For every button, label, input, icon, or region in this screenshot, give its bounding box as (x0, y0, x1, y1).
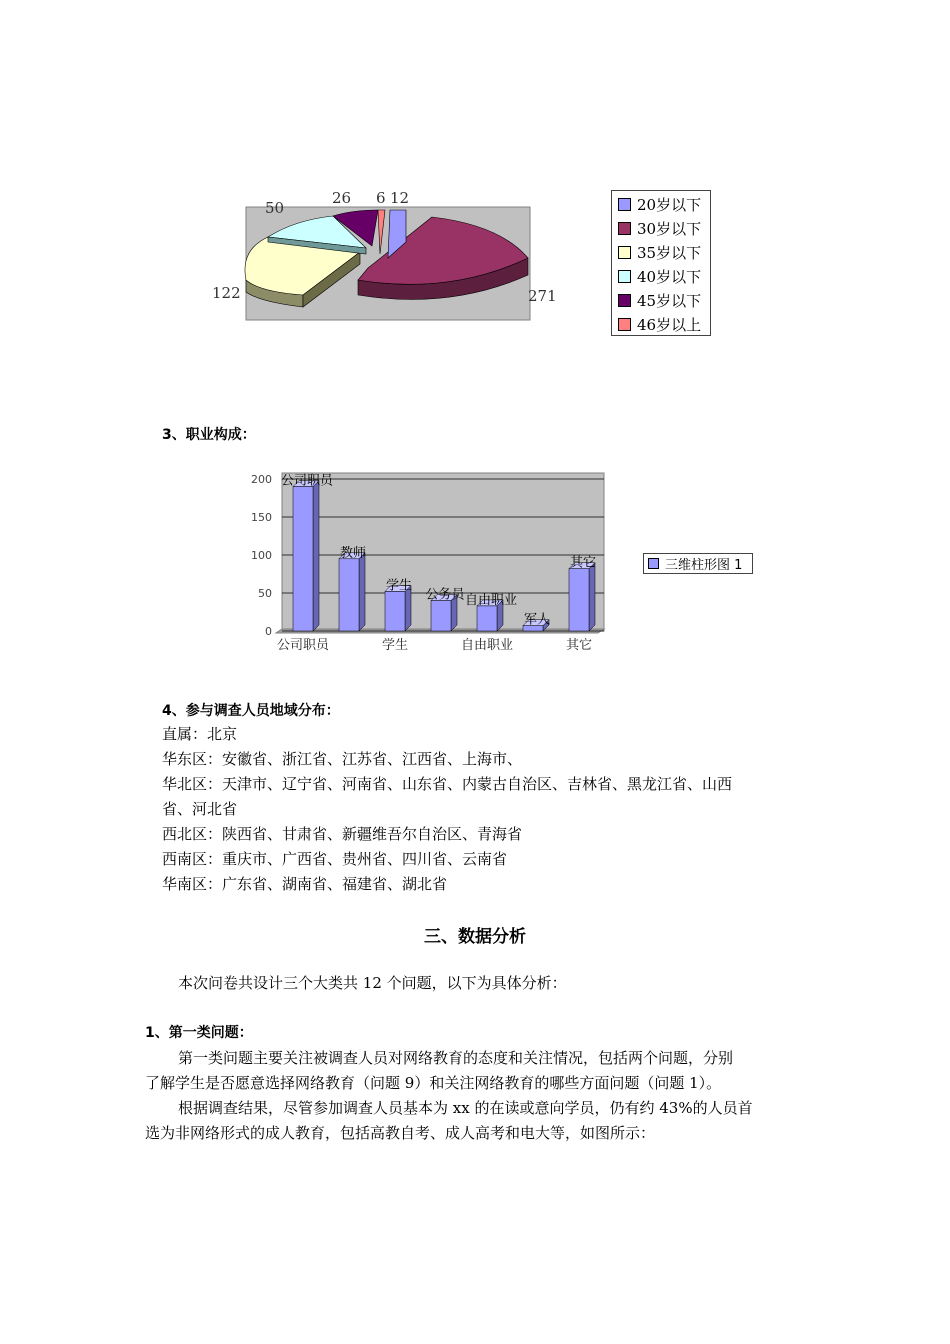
pie-legend-label: 20岁以下 (637, 195, 702, 214)
pie-legend-label: 46岁以上 (637, 315, 702, 334)
pie-label-30: 271 (528, 287, 557, 305)
pie-label-45: 26 (332, 189, 352, 207)
pie-label-40: 50 (265, 199, 285, 217)
legend-swatch (618, 294, 631, 307)
bar (293, 487, 313, 631)
pie-legend-label: 40岁以下 (637, 267, 702, 286)
bar-data-label: 公司职员 (280, 473, 334, 489)
pie-legend-item (612, 312, 710, 336)
section-heading-regions: 4、参与调查人员地域分布： (162, 703, 340, 719)
section-heading-occupation: 3、职业构成： (162, 427, 256, 443)
bar-side (589, 563, 595, 631)
bar-legend (643, 553, 753, 574)
pie-legend-item (612, 240, 710, 264)
occupation-bar-chart (240, 462, 620, 662)
legend-swatch (618, 246, 631, 259)
pie-label-20: 12 (390, 189, 410, 207)
paragraph-2 (145, 1096, 825, 1146)
pie-label-46: 6 (376, 189, 386, 207)
bar (431, 601, 451, 631)
part-title: 三、数据分析 (424, 927, 526, 947)
bar-data-label: 学生 (385, 578, 413, 594)
paragraph-1 (145, 1046, 825, 1096)
pie-legend-label: 45岁以下 (637, 291, 702, 310)
region-line: 西北区：陕西省、甘肃省、新疆维吾尔自治区、青海省 (162, 825, 523, 843)
bar (477, 606, 497, 631)
bar-data-label: 公务员 (425, 587, 465, 603)
age-pie-chart (200, 180, 570, 330)
x-tick-label: 公司职员 (276, 638, 330, 653)
pie-legend-item (612, 192, 710, 216)
pie-legend-item (612, 288, 710, 312)
region-line: 西南区：重庆市、广西省、贵州省、四川省、云南省 (162, 850, 508, 868)
paragraph-line: 选为非网络形式的成人教育，包括高教自考、成人高考和电大等，如图所示： (145, 1124, 656, 1142)
pie-legend-item (612, 216, 710, 240)
bar (569, 569, 589, 631)
intro-paragraph: 本次问卷共设计三个大类共 12 个问题，以下为具体分析： (178, 974, 567, 992)
pie-label-35: 122 (212, 284, 241, 302)
region-line: 华东区：安徽省、浙江省、江苏省、江西省、上海市、 (162, 750, 523, 768)
pie-legend-label: 30岁以下 (637, 219, 702, 238)
region-line: 华南区：广东省、湖南省、福建省、湖北省 (162, 875, 448, 893)
paragraph-line: 根据调查结果，尽管参加调查人员基本为 xx 的在读或意向学员，仍有约 43%的人员首 (178, 1099, 753, 1117)
bar-legend-item (644, 554, 752, 573)
region-list (162, 722, 812, 897)
pie-legend (611, 190, 711, 336)
bar-side (313, 481, 319, 631)
bar-side (359, 553, 365, 631)
region-line: 直属：北京 (162, 725, 238, 743)
pie-legend-item (612, 264, 710, 288)
bar-data-label: 其它 (569, 555, 597, 571)
legend-swatch (618, 318, 631, 331)
x-tick-label: 其它 (565, 638, 593, 653)
y-tick-label: 50 (258, 587, 272, 600)
paragraph-line: 第一类问题主要关注被调查人员对网络教育的态度和关注情况，包括两个问题，分别 (178, 1049, 734, 1067)
x-tick-label: 学生 (381, 638, 409, 653)
legend-swatch (618, 222, 631, 235)
y-tick-label: 150 (251, 511, 272, 524)
legend-swatch (618, 198, 631, 211)
y-tick-label: 0 (265, 625, 272, 638)
y-tick-label: 200 (251, 473, 272, 486)
y-tick-label: 100 (251, 549, 272, 562)
legend-swatch (618, 270, 631, 283)
bar-data-label: 教师 (339, 545, 367, 561)
bar-data-label: 军人 (523, 612, 551, 628)
pie-legend-label: 35岁以下 (637, 243, 702, 262)
bar (385, 591, 405, 631)
region-line: 华北区：天津市、辽宁省、河南省、山东省、内蒙古自治区、吉林省、黑龙江省、山西 (162, 775, 733, 793)
bar-data-label: 自由职业 (464, 592, 518, 608)
region-line: 省、河北省 (162, 800, 238, 818)
x-tick-label: 自由职业 (460, 638, 514, 653)
bar (339, 559, 359, 631)
legend-swatch (648, 558, 659, 569)
q1-heading: 1、第一类问题： (145, 1025, 253, 1041)
paragraph-line: 了解学生是否愿意选择网络教育（问题 9）和关注网络教育的哪些方面问题（问题 1）。 (145, 1074, 722, 1092)
bar-legend-label: 三维柱形图 1 (665, 558, 743, 573)
